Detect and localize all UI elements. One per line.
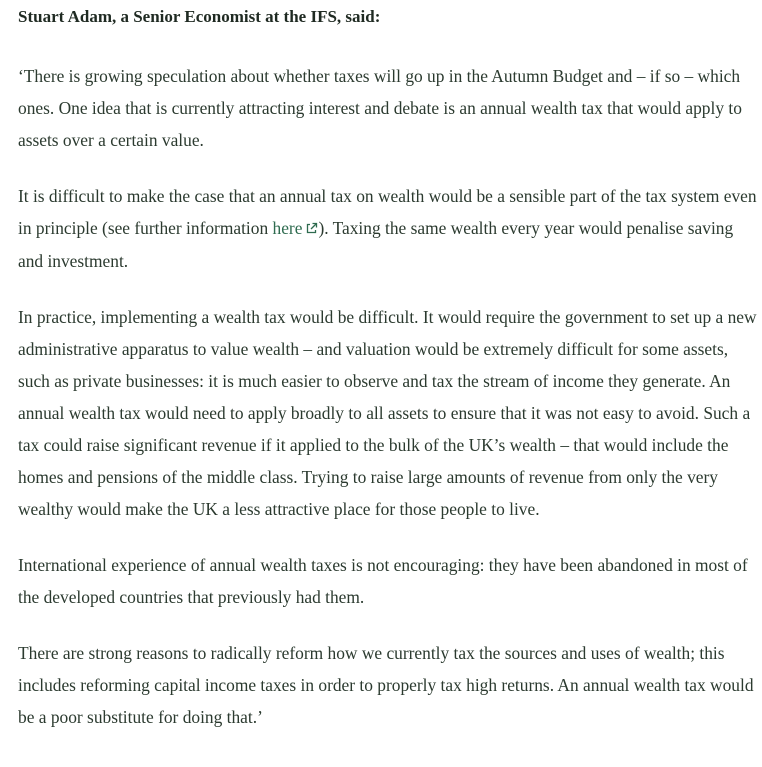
- further-information-link[interactable]: [273, 218, 319, 238]
- paragraph-1: ‘There is growing speculation about whether taxes will go up in the Autumn Budget and – if so – which ones. One idea that is currently attracting interest and debate is an annual wealth tax that would apply to assets over a certain value.: [18, 66, 742, 150]
- paragraph-2-text-after: ). Taxing the same wealth every year would penalise saving and investment.: [18, 218, 734, 271]
- paragraph-2: [18, 180, 760, 277]
- paragraph-4: International experience of annual wealth taxes is not encouraging: they have been abandoned in most of the developed countries that previously had them.: [18, 555, 748, 607]
- further-information-link-label: here: [272, 218, 303, 238]
- paragraph-2-text-before: It is difficult to make the case that an annual tax on wealth would be a sensible part of the tax system even in principle (see further information: [18, 186, 757, 238]
- article-body: [18, 4, 760, 757]
- quote-attribution-heading: Stuart Adam, a Senior Economist at the IFS, said:: [18, 7, 381, 26]
- paragraph-5: There are strong reasons to radically reform how we currently tax the sources and uses of wealth; this includes reforming capital income taxes in order to properly tax high returns. An annual wealth tax would be a poor substitute for doing that.’: [18, 643, 754, 727]
- external-link-icon: [305, 213, 318, 245]
- paragraph-3: In practice, implementing a wealth tax would be difficult. It would require the government to set up a new administrative apparatus to value wealth – and valuation would be extremely difficult for some assets, such as private businesses: it is much easier to observe and tax the stream of income they generate. An annual wealth tax would need to apply broadly to all assets to ensure that it was not easy to avoid. Such a tax could raise significant revenue if it applied to the bulk of the UK’s wealth – that would include the homes and pensions of the middle class. Trying to raise large amounts of revenue from only the very wealthy would make the UK a less attractive place for those people to live.: [18, 307, 757, 519]
